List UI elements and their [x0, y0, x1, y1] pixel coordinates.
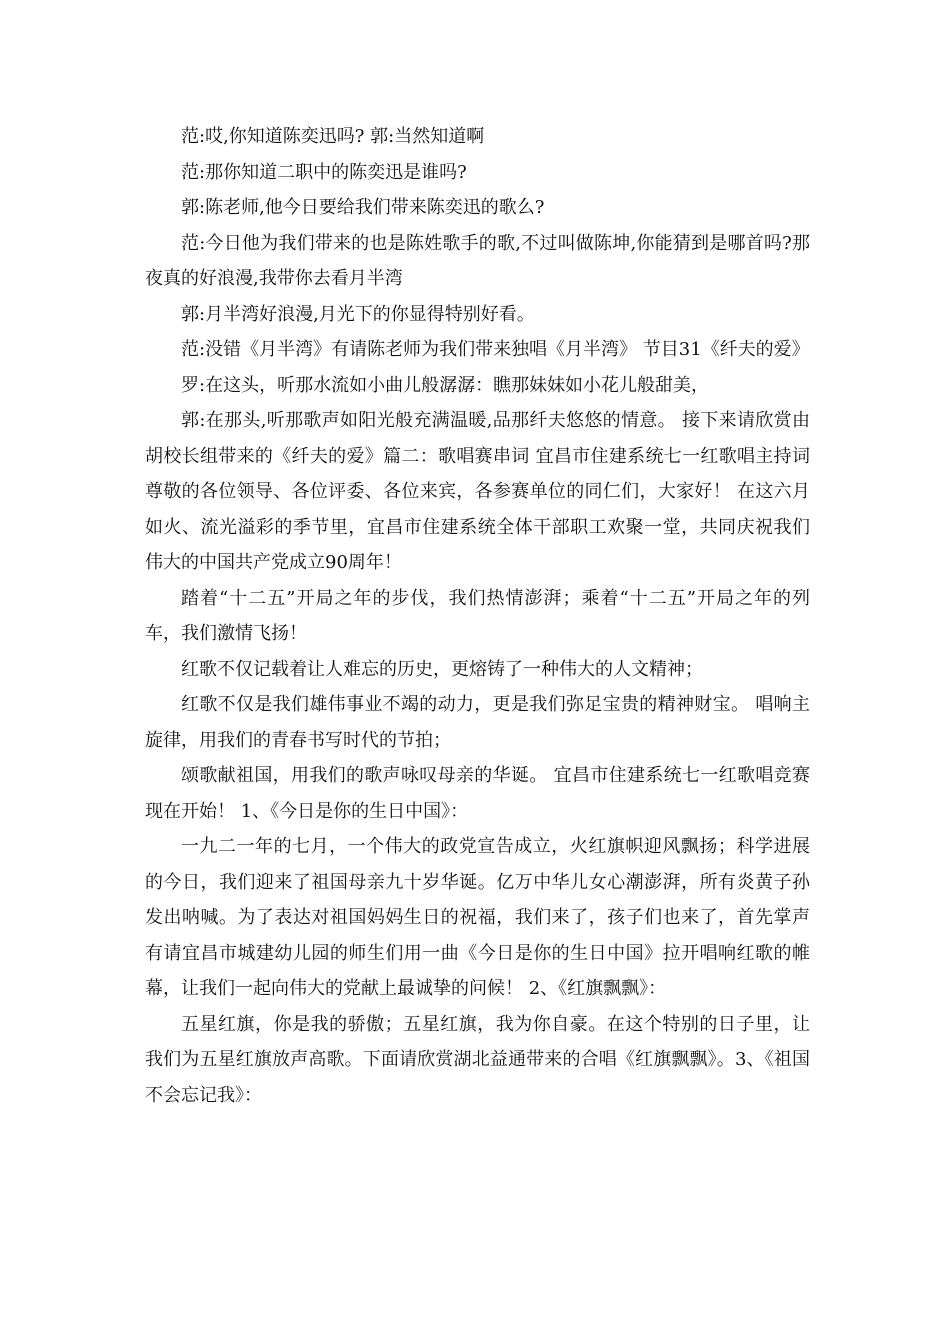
document-body: [145, 119, 810, 1113]
paragraph: 五星红旗，你是我的骄傲；五星红旗，我为你自豪。在这个特别的日子里，让我们为五星红旗放声高歌。下面请欣赏湖北益通带来的合唱《红旗飘飘》。3、《祖国不会忘记我》：: [145, 1013, 810, 1106]
paragraph: 郭:在那头,听那歌声如阳光般充满温暖,品那纤夫悠悠的情意。 接下来请欣赏由胡校长组带来的《纤夫的爱》篇二：歌唱赛串词 宜昌市住建系统七一红歌唱主持词 尊敬的各位领导、各位评委、各位来宾，各参赛单位的同仁们，大家好！ 在这六月如火、流光溢彩的季节里，宜昌市住建系统全体干部职工欢聚一堂，共同庆祝我们伟大的中国共产党成立90周年！: [145, 410, 810, 573]
paragraph: 郭:月半湾好浪漫,月光下的你显得特别好看。: [181, 303, 535, 325]
paragraph: 罗:在这头，听那水流如小曲儿般潺潺：瞧那妹妹如小花儿般甜美，: [181, 374, 710, 396]
paragraph: 红歌不仅是我们雄伟事业不竭的动力，更是我们弥足宝贵的精神财宝。 唱响主旋律，用我们的青春书写时代的节拍；: [145, 694, 810, 751]
paragraph: 范:那你知道二职中的陈奕迅是谁吗?: [181, 161, 467, 183]
paragraph: 红歌不仅记载着让人难忘的历史，更熔铸了一种伟大的人文精神；: [181, 658, 703, 680]
paragraph: 范:没错《月半湾》有请陈老师为我们带来独唱《月半湾》 节目31《纤夫的爱》: [181, 339, 810, 360]
paragraph: 一九二一年的七月，一个伟大的政党宣告成立，火红旗帜迎风飘扬；科学进展的今日，我们迎来了祖国母亲九十岁华诞。亿万中华儿女心潮澎湃，所有炎黄子孙发出呐喊。为了表达对祖国妈妈生日的祝福，我们来了，孩子们也来了，首先掌声有请宜昌市城建幼儿园的师生们用一曲《今日是你的生日中国》拉开唱响红歌的帷幕，让我们一起向伟大的党献上最诚挚的问候！ 2、《红旗飘飘》：: [145, 836, 810, 999]
paragraph: 范:哎,你知道陈奕迅吗? 郭:当然知道啊: [181, 126, 485, 147]
paragraph: 郭:陈老师,他今日要给我们带来陈奕迅的歌么?: [181, 197, 545, 218]
paragraph: 踏着“十二五”开局之年的步伐，我们热情澎湃；乘着“十二五”开局之年的列车，我们激情飞扬！: [145, 587, 810, 644]
paragraph: 范:今日他为我们带来的也是陈姓歌手的歌,不过叫做陈坤,你能猜到是哪首吗?那夜真的好浪漫,我带你去看月半湾: [145, 232, 810, 289]
paragraph: 颂歌献祖国，用我们的歌声咏叹母亲的华诞。 宜昌市住建系统七一红歌唱竞赛现在开始！ 1、《今日是你的生日中国》：: [145, 765, 810, 822]
